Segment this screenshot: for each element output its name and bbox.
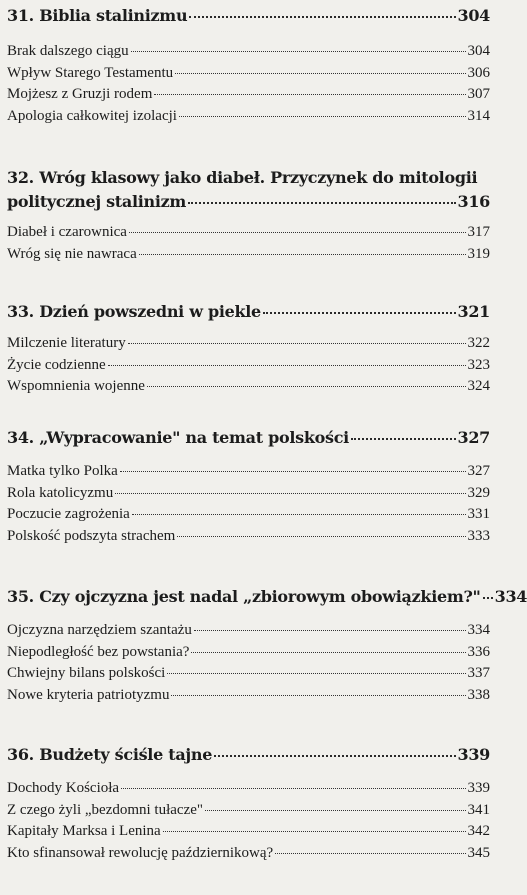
toc-entry[interactable] [7, 43, 490, 65]
leader-dots [115, 493, 465, 494]
leader-dots [177, 536, 465, 537]
leader-dots [154, 94, 465, 95]
entry-page-number: 319 [467, 245, 490, 262]
chapter-page-number: 334 [494, 587, 527, 606]
entry-page-number: 339 [467, 780, 490, 796]
chapter-title: 35. Czy ojczyzna jest nadal „zbiorowym obowiązkiem?" [7, 587, 481, 606]
leader-dots [121, 788, 465, 789]
chapter-page-number: 321 [457, 302, 490, 321]
chapter-heading[interactable] [7, 166, 490, 214]
entry-page-number: 334 [467, 622, 490, 638]
entry-title: Nowe kryteria patriotyzmu [7, 686, 170, 703]
chapter-heading[interactable] [7, 587, 527, 611]
entry-page-number: 345 [467, 844, 490, 861]
chapter-title-line1: 32. Wróg klasowy jako diabeł. Przyczynek do mitologii [7, 168, 478, 187]
toc-entry[interactable] [7, 845, 490, 867]
chapter-35 [7, 587, 527, 708]
leader-dots [163, 831, 466, 832]
chapter-heading[interactable] [7, 428, 490, 452]
chapter-33 [7, 302, 490, 400]
entry-page-number: 331 [467, 506, 490, 522]
toc-entry[interactable] [7, 378, 490, 400]
leader-dots [275, 853, 465, 854]
entry-page-number: 322 [467, 335, 490, 351]
toc-entry[interactable] [7, 357, 490, 379]
leader-dots [194, 630, 466, 631]
entry-title: Dochody Kościoła [7, 780, 120, 796]
leader-dots [205, 810, 465, 811]
entry-page-number: 317 [467, 224, 490, 240]
toc-entry[interactable] [7, 108, 490, 130]
leader-dots [131, 51, 466, 52]
toc-entry[interactable] [7, 780, 490, 802]
leader-dots [147, 386, 466, 387]
entry-title: Chwiejny bilans polskości [7, 665, 166, 681]
chapter-title: 34. „Wypracowanie" na temat polskości [7, 428, 349, 447]
toc-entry[interactable] [7, 823, 490, 845]
toc-entry[interactable] [7, 802, 490, 824]
entry-title: Milczenie literatury [7, 335, 126, 351]
toc-entry[interactable] [7, 65, 490, 87]
chapter-heading[interactable] [7, 302, 490, 326]
entry-page-number: 306 [467, 64, 490, 81]
leader-dots [108, 365, 466, 366]
entry-title: Diabeł i czarownica [7, 224, 127, 240]
chapter-heading[interactable] [7, 6, 490, 30]
leader-dots [129, 232, 466, 233]
leader-dots [132, 514, 466, 515]
toc-entry[interactable] [7, 335, 490, 357]
entry-title: Wspomnienia wojenne [7, 378, 145, 394]
leader-dots [120, 471, 466, 472]
chapter-title: 36. Budżety ściśle tajne [7, 745, 213, 764]
entry-page-number: 327 [467, 463, 490, 479]
leader-dots [191, 652, 465, 653]
entry-title: Z czego żyli „bezdomni tułacze" [7, 801, 204, 818]
entry-title: Wpływ Starego Testamentu [7, 64, 174, 81]
entry-title: Mojżesz z Gruzji rodem [7, 86, 153, 102]
entry-title: Brak dalszego ciągu [7, 43, 129, 59]
toc-entry[interactable] [7, 485, 490, 507]
entry-title: Ojczyzna narzędziem szantażu [7, 622, 192, 638]
entry-title: Kto sfinansował rewolucję październikową? [7, 844, 274, 861]
toc-entry[interactable] [7, 687, 490, 709]
chapter-page-number: 327 [457, 428, 490, 447]
toc-entry[interactable] [7, 246, 490, 268]
entry-title: Apologia całkowitej izolacji [7, 107, 177, 124]
toc-entry[interactable] [7, 528, 490, 550]
entry-page-number: 324 [467, 378, 490, 394]
leader-dots [214, 755, 455, 757]
leader-dots [351, 438, 456, 440]
entry-page-number: 307 [467, 86, 490, 102]
entry-title: Kapitały Marksa i Lenina [7, 823, 161, 839]
entry-page-number: 336 [467, 643, 490, 660]
chapter-heading[interactable] [7, 745, 490, 769]
leader-dots [175, 73, 465, 74]
leader-dots [483, 597, 493, 599]
entry-title: Życie codzienne [7, 356, 106, 373]
chapter-31 [7, 6, 490, 129]
chapter-34 [7, 428, 490, 549]
toc-entry[interactable] [7, 644, 490, 666]
entry-page-number: 323 [467, 356, 490, 373]
leader-dots [189, 16, 455, 18]
leader-dots [263, 312, 456, 314]
entry-page-number: 342 [467, 823, 490, 839]
entry-title: Rola katolicyzmu [7, 484, 114, 501]
chapter-title: 33. Dzień powszedni w piekle [7, 302, 261, 321]
entry-title: Wróg się nie nawraca [7, 245, 137, 262]
entry-page-number: 329 [467, 484, 490, 501]
entry-page-number: 304 [467, 43, 490, 59]
leader-dots [188, 202, 455, 204]
chapter-32 [7, 166, 490, 267]
leader-dots [139, 254, 466, 255]
chapter-page-number: 316 [457, 192, 490, 211]
chapter-36 [7, 745, 490, 866]
leader-dots [167, 673, 465, 674]
entry-page-number: 341 [467, 801, 490, 818]
entry-page-number: 314 [467, 107, 490, 124]
leader-dots [179, 116, 466, 117]
chapter-title-line2: politycznej stalinizm [7, 192, 187, 211]
entry-title: Matka tylko Polka [7, 463, 118, 479]
toc-entry[interactable] [7, 665, 490, 687]
toc-entry[interactable] [7, 224, 490, 246]
toc-entry[interactable] [7, 463, 490, 485]
toc-entry[interactable] [7, 622, 490, 644]
chapter-title: 31. Biblia stalinizmu [7, 6, 188, 25]
chapter-page-number: 304 [457, 6, 490, 25]
entry-title: Poczucie zagrożenia [7, 506, 130, 522]
entry-title: Polskość podszyta strachem [7, 527, 176, 544]
entry-title: Niepodległość bez powstania? [7, 643, 190, 660]
entry-page-number: 337 [467, 665, 490, 681]
toc-entry[interactable] [7, 86, 490, 108]
toc-entry[interactable] [7, 506, 490, 528]
chapter-page-number: 339 [457, 745, 490, 764]
entry-page-number: 338 [467, 686, 490, 703]
leader-dots [171, 695, 465, 696]
leader-dots [128, 343, 466, 344]
entry-page-number: 333 [467, 527, 490, 544]
